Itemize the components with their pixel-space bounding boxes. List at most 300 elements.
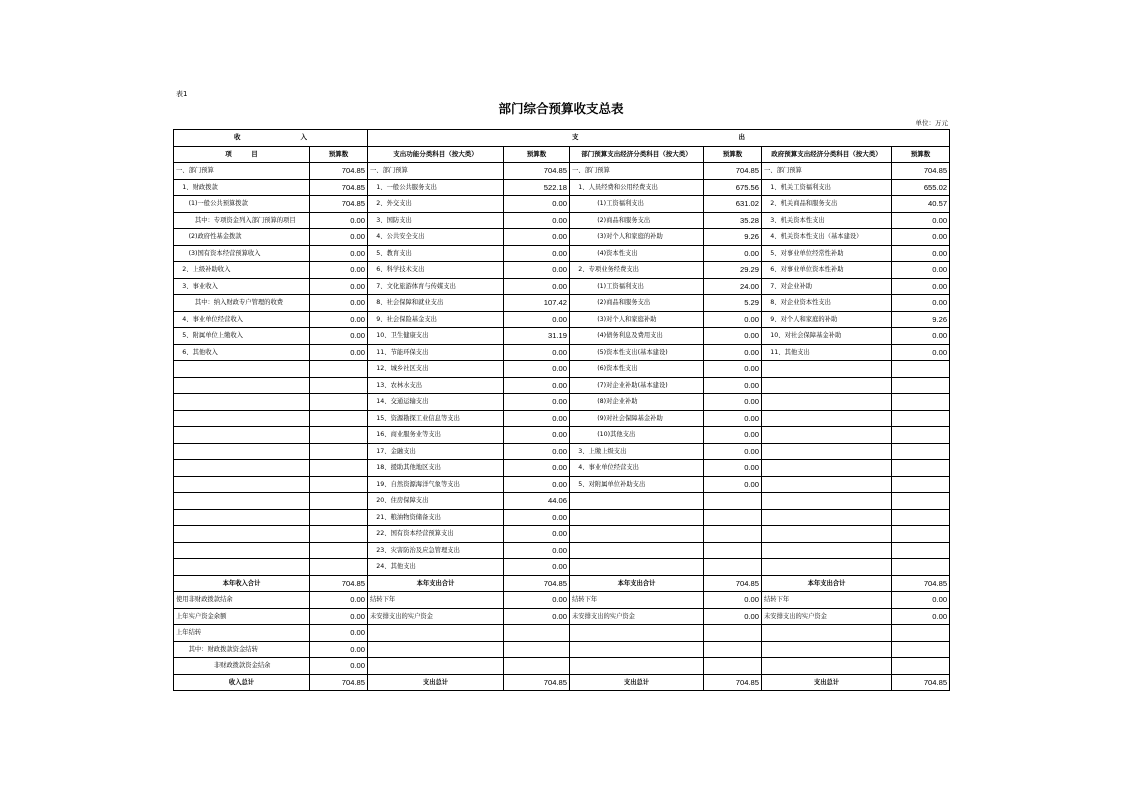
budget-value-cell: 29.29 bbox=[704, 262, 762, 279]
expense-total-label: 本年支出合计 bbox=[570, 575, 704, 592]
budget-value-cell bbox=[310, 559, 368, 576]
budget-value-cell: 0.00 bbox=[504, 542, 570, 559]
budget-value-cell: 0.00 bbox=[704, 344, 762, 361]
item-label-cell: (4)债务利息及费用支出 bbox=[570, 328, 704, 345]
budget-value-cell: 0.00 bbox=[892, 212, 950, 229]
item-label-cell bbox=[762, 509, 892, 526]
budget-value-cell bbox=[892, 394, 950, 411]
item-label-cell: (2)政府性基金拨款 bbox=[174, 229, 310, 246]
budget-value-cell: 0.00 bbox=[504, 427, 570, 444]
budget-value-cell: 0.00 bbox=[704, 410, 762, 427]
item-label-cell: 5、对事业单位经常性补助 bbox=[762, 245, 892, 262]
budget-value-cell bbox=[504, 641, 570, 658]
budget-value-cell: 0.00 bbox=[504, 361, 570, 378]
budget-value-cell: 0.00 bbox=[504, 212, 570, 229]
budget-value-cell bbox=[892, 361, 950, 378]
budget-value-cell: 655.02 bbox=[892, 179, 950, 196]
budget-value-cell: 0.00 bbox=[892, 229, 950, 246]
item-label-cell: (1)工资福利支出 bbox=[570, 196, 704, 213]
budget-value-cell: 0.00 bbox=[704, 328, 762, 345]
item-label-cell bbox=[174, 493, 310, 510]
budget-value-cell bbox=[310, 443, 368, 460]
table-row bbox=[174, 460, 950, 477]
budget-value-cell bbox=[704, 493, 762, 510]
table-row bbox=[174, 163, 950, 180]
item-label-cell bbox=[762, 625, 892, 642]
budget-value-cell bbox=[310, 476, 368, 493]
budget-value-cell bbox=[310, 361, 368, 378]
col-budget-header: 预算数 bbox=[504, 146, 570, 163]
item-label-cell: 4、公共安全支出 bbox=[368, 229, 504, 246]
item-label-cell: 结转下年 bbox=[762, 592, 892, 609]
budget-value-cell: 0.00 bbox=[310, 278, 368, 295]
budget-value-cell bbox=[310, 427, 368, 444]
item-label-cell bbox=[762, 658, 892, 675]
budget-value-cell bbox=[892, 427, 950, 444]
item-label-cell bbox=[174, 377, 310, 394]
item-label-cell: 15、资源勘探工业信息等支出 bbox=[368, 410, 504, 427]
item-label-cell: 5、对附属单位补助支出 bbox=[570, 476, 704, 493]
grand-expense-label: 支出总计 bbox=[368, 674, 504, 691]
table-row bbox=[174, 526, 950, 543]
item-label-cell bbox=[174, 427, 310, 444]
item-label-cell bbox=[762, 559, 892, 576]
budget-value-cell: 0.00 bbox=[310, 262, 368, 279]
item-label-cell bbox=[570, 493, 704, 510]
budget-value-cell: 704.85 bbox=[892, 163, 950, 180]
item-label-cell bbox=[762, 641, 892, 658]
item-label-cell: 5、教育支出 bbox=[368, 245, 504, 262]
budget-value-cell bbox=[704, 509, 762, 526]
table-row bbox=[174, 278, 950, 295]
budget-value-cell: 704.85 bbox=[310, 163, 368, 180]
item-label-cell bbox=[174, 526, 310, 543]
item-label-cell: 1、一般公共服务支出 bbox=[368, 179, 504, 196]
col-func-header: 支出功能分类科目（按大类） bbox=[368, 146, 504, 163]
budget-value-cell: 44.06 bbox=[504, 493, 570, 510]
budget-value-cell: 40.57 bbox=[892, 196, 950, 213]
table-row bbox=[174, 229, 950, 246]
unit-label: 单位：万元 bbox=[915, 119, 948, 127]
item-label-cell: (3)国有资本经营预算收入 bbox=[174, 245, 310, 262]
col-dept-econ-header: 部门预算支出经济分类科目（按大类） bbox=[570, 146, 704, 163]
item-label-cell: (5)资本性支出(基本建设) bbox=[570, 344, 704, 361]
expense-header-char2: 出 bbox=[738, 133, 746, 141]
budget-value-cell: 675.56 bbox=[704, 179, 762, 196]
budget-value-cell: 0.00 bbox=[310, 608, 368, 625]
budget-value-cell: 0.00 bbox=[892, 592, 950, 609]
item-label-cell: (7)对企业补助(基本建设) bbox=[570, 377, 704, 394]
item-label-cell: (4)资本性支出 bbox=[570, 245, 704, 262]
item-label-cell: 19、自然资源海洋气象等支出 bbox=[368, 476, 504, 493]
budget-value-cell bbox=[310, 493, 368, 510]
table-row bbox=[174, 196, 950, 213]
budget-value-cell: 631.02 bbox=[704, 196, 762, 213]
item-label-cell: 4、机关资本性支出（基本建设） bbox=[762, 229, 892, 246]
header-row-group bbox=[174, 130, 950, 147]
item-label-cell: 未安排支出的实户资金 bbox=[368, 608, 504, 625]
budget-value-cell: 0.00 bbox=[504, 592, 570, 609]
item-label-cell: 上年结转 bbox=[174, 625, 310, 642]
table-row bbox=[174, 245, 950, 262]
budget-value-cell: 0.00 bbox=[704, 592, 762, 609]
income-total-value: 704.85 bbox=[310, 575, 368, 592]
item-label-cell: 6、对事业单位资本性补助 bbox=[762, 262, 892, 279]
budget-value-cell: 31.19 bbox=[504, 328, 570, 345]
item-label-cell: 3、国防支出 bbox=[368, 212, 504, 229]
expense-total-func-value: 704.85 bbox=[504, 575, 570, 592]
item-label-cell: 未安排支出的实户资金 bbox=[762, 608, 892, 625]
item-label-cell bbox=[174, 460, 310, 477]
budget-value-cell: 0.00 bbox=[704, 427, 762, 444]
budget-value-cell: 9.26 bbox=[892, 311, 950, 328]
item-label-cell: 3、上缴上级支出 bbox=[570, 443, 704, 460]
item-label-cell bbox=[762, 361, 892, 378]
balance-row bbox=[174, 641, 950, 658]
item-label-cell: 10、对社会保障基金补助 bbox=[762, 328, 892, 345]
item-label-cell: 17、金融支出 bbox=[368, 443, 504, 460]
expense-total-gov-value: 704.85 bbox=[892, 575, 950, 592]
item-label-cell: 24、其他支出 bbox=[368, 559, 504, 576]
item-label-cell: 1、机关工资福利支出 bbox=[762, 179, 892, 196]
budget-value-cell bbox=[892, 542, 950, 559]
item-label-cell: 4、事业单位经营支出 bbox=[570, 460, 704, 477]
budget-value-cell bbox=[892, 460, 950, 477]
expense-total-label: 本年支出合计 bbox=[368, 575, 504, 592]
item-label-cell: 18、援助其他地区支出 bbox=[368, 460, 504, 477]
item-label-cell bbox=[762, 526, 892, 543]
expense-header-char1: 支 bbox=[572, 133, 579, 141]
budget-value-cell: 0.00 bbox=[892, 344, 950, 361]
budget-value-cell: 0.00 bbox=[704, 311, 762, 328]
budget-value-cell: 0.00 bbox=[504, 476, 570, 493]
table-row bbox=[174, 410, 950, 427]
table-row bbox=[174, 328, 950, 345]
budget-value-cell bbox=[504, 625, 570, 642]
item-label-cell: 结转下年 bbox=[570, 592, 704, 609]
budget-value-cell: 0.00 bbox=[504, 394, 570, 411]
item-label-cell bbox=[174, 443, 310, 460]
budget-value-cell: 0.00 bbox=[504, 443, 570, 460]
item-label-cell: 一、部门预算 bbox=[570, 163, 704, 180]
budget-value-cell bbox=[704, 526, 762, 543]
budget-value-cell: 704.85 bbox=[310, 179, 368, 196]
budget-value-cell bbox=[310, 377, 368, 394]
item-label-cell: 8、对企业资本性支出 bbox=[762, 295, 892, 312]
budget-value-cell: 0.00 bbox=[704, 443, 762, 460]
budget-value-cell bbox=[310, 410, 368, 427]
budget-value-cell: 0.00 bbox=[504, 559, 570, 576]
item-label-cell: (1)工资福利支出 bbox=[570, 278, 704, 295]
budget-value-cell bbox=[704, 625, 762, 642]
annual-total-row bbox=[174, 575, 950, 592]
budget-value-cell: 0.00 bbox=[504, 311, 570, 328]
item-label-cell bbox=[570, 658, 704, 675]
budget-value-cell: 0.00 bbox=[310, 641, 368, 658]
budget-value-cell: 0.00 bbox=[892, 262, 950, 279]
expense-total-dept-value: 704.85 bbox=[704, 575, 762, 592]
item-label-cell: 16、商业服务业等支出 bbox=[368, 427, 504, 444]
item-label-cell: 非财政拨款资金结余 bbox=[174, 658, 310, 675]
budget-value-cell: 0.00 bbox=[704, 608, 762, 625]
budget-value-cell: 0.00 bbox=[504, 460, 570, 477]
grand-gov-value: 704.85 bbox=[892, 674, 950, 691]
item-label-cell: 3、事业收入 bbox=[174, 278, 310, 295]
budget-value-cell: 0.00 bbox=[310, 311, 368, 328]
budget-value-cell bbox=[892, 493, 950, 510]
budget-value-cell: 0.00 bbox=[892, 328, 950, 345]
budget-value-cell: 107.42 bbox=[504, 295, 570, 312]
table-row bbox=[174, 377, 950, 394]
table-row bbox=[174, 344, 950, 361]
item-label-cell: 13、农林水支出 bbox=[368, 377, 504, 394]
budget-value-cell bbox=[310, 526, 368, 543]
item-label-cell: (2)商品和服务支出 bbox=[570, 212, 704, 229]
item-label-cell: 4、事业单位经营收入 bbox=[174, 311, 310, 328]
item-label-cell bbox=[174, 361, 310, 378]
budget-summary-table bbox=[173, 129, 950, 691]
item-label-cell: 5、附属单位上缴收入 bbox=[174, 328, 310, 345]
budget-value-cell: 0.00 bbox=[504, 196, 570, 213]
item-label-cell bbox=[368, 658, 504, 675]
item-label-cell: 结转下年 bbox=[368, 592, 504, 609]
budget-value-cell: 0.00 bbox=[704, 394, 762, 411]
budget-value-cell bbox=[704, 658, 762, 675]
budget-value-cell bbox=[704, 641, 762, 658]
item-label-cell: 上年实户资金余额 bbox=[174, 608, 310, 625]
page-title: 部门综合预算收支总表 bbox=[498, 101, 624, 116]
table-row bbox=[174, 509, 950, 526]
item-label-cell bbox=[762, 460, 892, 477]
budget-value-cell bbox=[704, 559, 762, 576]
table-row bbox=[174, 361, 950, 378]
budget-value-cell: 24.00 bbox=[704, 278, 762, 295]
expense-header bbox=[368, 130, 950, 147]
table-row bbox=[174, 262, 950, 279]
grand-income-value: 704.85 bbox=[310, 674, 368, 691]
item-label-cell: 11、节能环保支出 bbox=[368, 344, 504, 361]
grand-income-label: 收入总计 bbox=[174, 674, 310, 691]
item-label-cell: 一、部门预算 bbox=[368, 163, 504, 180]
table-row bbox=[174, 179, 950, 196]
table-row bbox=[174, 212, 950, 229]
balance-row bbox=[174, 592, 950, 609]
col-budget-header: 预算数 bbox=[892, 146, 950, 163]
item-label-cell bbox=[570, 625, 704, 642]
item-label-cell: (10)其他支出 bbox=[570, 427, 704, 444]
budget-value-cell bbox=[892, 443, 950, 460]
grand-expense-label: 支出总计 bbox=[762, 674, 892, 691]
income-header bbox=[174, 130, 368, 147]
budget-value-cell bbox=[704, 542, 762, 559]
item-label-cell: 未安排支出的实户资金 bbox=[570, 608, 704, 625]
budget-value-cell: 0.00 bbox=[504, 278, 570, 295]
budget-value-cell: 522.18 bbox=[504, 179, 570, 196]
budget-value-cell bbox=[892, 410, 950, 427]
budget-value-cell: 0.00 bbox=[310, 229, 368, 246]
budget-value-cell: 0.00 bbox=[310, 245, 368, 262]
budget-value-cell: 704.85 bbox=[504, 163, 570, 180]
expense-total-label: 本年支出合计 bbox=[762, 575, 892, 592]
item-label-cell: 10、卫生健康支出 bbox=[368, 328, 504, 345]
grand-total-row bbox=[174, 674, 950, 691]
budget-value-cell: 0.00 bbox=[310, 625, 368, 642]
budget-value-cell: 0.00 bbox=[310, 295, 368, 312]
item-label-cell: (3)对个人和家庭补助 bbox=[570, 311, 704, 328]
budget-value-cell bbox=[310, 509, 368, 526]
item-label-cell bbox=[762, 493, 892, 510]
table-row bbox=[174, 559, 950, 576]
budget-value-cell: 0.00 bbox=[892, 245, 950, 262]
item-label-cell bbox=[368, 641, 504, 658]
col-item-header: 项 目 bbox=[174, 146, 310, 163]
table-row bbox=[174, 394, 950, 411]
budget-value-cell bbox=[892, 476, 950, 493]
col-budget-header: 预算数 bbox=[704, 146, 762, 163]
item-label-cell: 12、城乡社区支出 bbox=[368, 361, 504, 378]
item-label-cell: 其中：专项资金列入部门预算的项目 bbox=[174, 212, 310, 229]
budget-value-cell: 0.00 bbox=[310, 592, 368, 609]
budget-value-cell: 0.00 bbox=[704, 460, 762, 477]
item-label-cell bbox=[570, 542, 704, 559]
item-label-cell bbox=[570, 641, 704, 658]
table-row bbox=[174, 311, 950, 328]
budget-value-cell bbox=[310, 394, 368, 411]
table-row bbox=[174, 493, 950, 510]
item-label-cell: 一、部门预算 bbox=[762, 163, 892, 180]
item-label-cell: 3、机关资本性支出 bbox=[762, 212, 892, 229]
grand-expense-label: 支出总计 bbox=[570, 674, 704, 691]
budget-value-cell: 0.00 bbox=[504, 229, 570, 246]
item-label-cell: 6、科学技术支出 bbox=[368, 262, 504, 279]
budget-value-cell: 704.85 bbox=[310, 196, 368, 213]
budget-value-cell: 0.00 bbox=[310, 212, 368, 229]
item-label-cell bbox=[762, 427, 892, 444]
item-label-cell: 2、上级补助收入 bbox=[174, 262, 310, 279]
item-label-cell: 6、其他收入 bbox=[174, 344, 310, 361]
item-label-cell bbox=[174, 410, 310, 427]
item-label-cell bbox=[570, 559, 704, 576]
budget-value-cell: 0.00 bbox=[504, 344, 570, 361]
item-label-cell bbox=[570, 509, 704, 526]
item-label-cell: (1)一般公共预算拨款 bbox=[174, 196, 310, 213]
budget-value-cell: 0.00 bbox=[310, 344, 368, 361]
budget-value-cell: 0.00 bbox=[704, 476, 762, 493]
item-label-cell: 20、住房保障支出 bbox=[368, 493, 504, 510]
item-label-cell: 2、外交支出 bbox=[368, 196, 504, 213]
item-label-cell: 2、专项业务经费支出 bbox=[570, 262, 704, 279]
budget-value-cell: 0.00 bbox=[504, 509, 570, 526]
item-label-cell: 使用非财政拨款结余 bbox=[174, 592, 310, 609]
item-label-cell: 7、文化旅游体育与传媒支出 bbox=[368, 278, 504, 295]
table-row bbox=[174, 542, 950, 559]
budget-value-cell bbox=[892, 377, 950, 394]
item-label-cell: 1、财政拨款 bbox=[174, 179, 310, 196]
item-label-cell: (9)对社会保障基金补助 bbox=[570, 410, 704, 427]
budget-value-cell: 0.00 bbox=[704, 245, 762, 262]
item-label-cell: 9、对个人和家庭的补助 bbox=[762, 311, 892, 328]
balance-row bbox=[174, 625, 950, 642]
item-label-cell bbox=[762, 410, 892, 427]
budget-value-cell: 0.00 bbox=[704, 377, 762, 394]
item-label-cell bbox=[174, 559, 310, 576]
item-label-cell bbox=[762, 443, 892, 460]
budget-value-cell bbox=[892, 625, 950, 642]
budget-value-cell bbox=[892, 559, 950, 576]
item-label-cell: 1、人员经费和公用经费支出 bbox=[570, 179, 704, 196]
income-header-char1: 收 bbox=[234, 133, 241, 141]
item-label-cell: 8、社会保障和就业支出 bbox=[368, 295, 504, 312]
item-label-cell bbox=[762, 542, 892, 559]
item-label-cell: 其中：财政拨款资金结转 bbox=[174, 641, 310, 658]
budget-value-cell: 704.85 bbox=[704, 163, 762, 180]
table-row bbox=[174, 295, 950, 312]
item-label-cell bbox=[762, 476, 892, 493]
item-label-cell: 14、交通运输支出 bbox=[368, 394, 504, 411]
item-label-cell: 21、粮油物资储备支出 bbox=[368, 509, 504, 526]
table-row bbox=[174, 476, 950, 493]
budget-value-cell: 0.00 bbox=[310, 328, 368, 345]
item-label-cell: 2、机关商品和服务支出 bbox=[762, 196, 892, 213]
item-label-cell: 22、国有资本经营预算支出 bbox=[368, 526, 504, 543]
budget-value-cell: 0.00 bbox=[504, 377, 570, 394]
budget-value-cell: 5.29 bbox=[704, 295, 762, 312]
grand-func-value: 704.85 bbox=[504, 674, 570, 691]
item-label-cell: 9、社会保险基金支出 bbox=[368, 311, 504, 328]
budget-value-cell: 0.00 bbox=[504, 262, 570, 279]
table-number: 表1 bbox=[176, 90, 188, 98]
budget-value-cell: 0.00 bbox=[504, 245, 570, 262]
item-label-cell bbox=[762, 377, 892, 394]
header-row-columns bbox=[174, 146, 950, 163]
budget-value-cell bbox=[310, 542, 368, 559]
budget-value-cell bbox=[892, 641, 950, 658]
item-label-cell: 11、其他支出 bbox=[762, 344, 892, 361]
budget-value-cell bbox=[892, 509, 950, 526]
income-header-char2: 入 bbox=[300, 133, 307, 141]
budget-value-cell: 0.00 bbox=[504, 526, 570, 543]
budget-value-cell: 0.00 bbox=[310, 658, 368, 675]
budget-value-cell: 0.00 bbox=[704, 361, 762, 378]
budget-value-cell bbox=[892, 526, 950, 543]
income-total-label: 本年收入合计 bbox=[174, 575, 310, 592]
item-label-cell bbox=[174, 542, 310, 559]
item-label-cell: 7、对企业补助 bbox=[762, 278, 892, 295]
item-label-cell: 其中：纳入财政专户管理的收费 bbox=[174, 295, 310, 312]
budget-value-cell bbox=[310, 460, 368, 477]
budget-value-cell: 35.28 bbox=[704, 212, 762, 229]
item-label-cell: 一、部门预算 bbox=[174, 163, 310, 180]
item-label-cell bbox=[174, 476, 310, 493]
table-row bbox=[174, 427, 950, 444]
grand-dept-value: 704.85 bbox=[704, 674, 762, 691]
budget-value-cell: 9.26 bbox=[704, 229, 762, 246]
item-label-cell: (3)对个人和家庭的补助 bbox=[570, 229, 704, 246]
item-label-cell bbox=[368, 625, 504, 642]
budget-value-cell: 0.00 bbox=[892, 278, 950, 295]
item-label-cell: (6)资本性支出 bbox=[570, 361, 704, 378]
budget-value-cell: 0.00 bbox=[504, 608, 570, 625]
budget-value-cell: 0.00 bbox=[892, 608, 950, 625]
col-gov-econ-header: 政府预算支出经济分类科目（按大类） bbox=[762, 146, 892, 163]
budget-value-cell bbox=[892, 658, 950, 675]
item-label-cell bbox=[762, 394, 892, 411]
item-label-cell: (8)对企业补助 bbox=[570, 394, 704, 411]
budget-value-cell: 0.00 bbox=[504, 410, 570, 427]
budget-value-cell bbox=[504, 658, 570, 675]
item-label-cell bbox=[570, 526, 704, 543]
item-label-cell bbox=[174, 394, 310, 411]
